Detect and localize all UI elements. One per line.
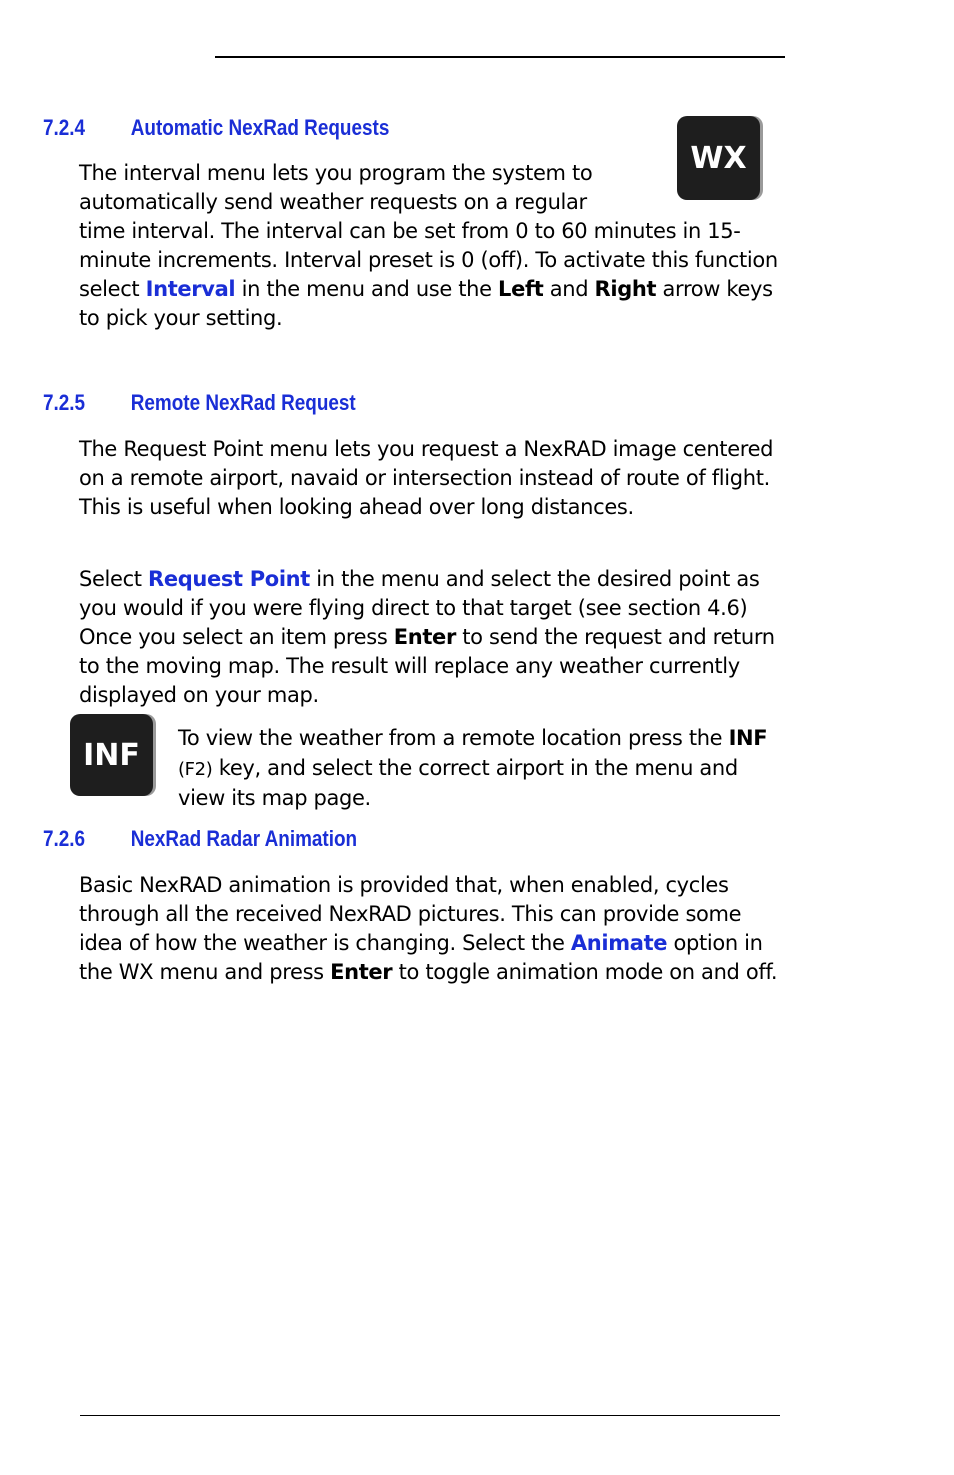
- key-enter: Enter: [393, 625, 456, 649]
- keyword-interval: Interval: [145, 277, 236, 301]
- paragraph-inf-key: [178, 724, 783, 813]
- paragraph-request-point-select: [79, 565, 779, 710]
- text-run: Select: [79, 567, 149, 591]
- inf-key-label: INF: [83, 737, 140, 773]
- text-run: option in the WX menu and press: [79, 931, 763, 984]
- text-line: The interval menu lets you program the system to: [79, 161, 593, 185]
- key-right: Right: [594, 277, 657, 301]
- paragraph-interval: [79, 159, 779, 333]
- key-enter: Enter: [330, 960, 393, 984]
- text-run: to send the request and return to the moving map. The result will replace any weather currently displayed on your map.: [79, 625, 775, 707]
- key-left: Left: [498, 277, 544, 301]
- section-title: NexRad Radar Animation: [130, 826, 358, 851]
- wx-key-label: WX: [690, 140, 747, 176]
- key-f2-note: (F2): [178, 759, 213, 780]
- keyword-request-point: Request Point: [148, 567, 310, 591]
- text-run: To view the weather from a remote location press the: [178, 726, 729, 750]
- section-heading-7-2-6: [43, 826, 357, 852]
- section-number: 7.2.6: [43, 826, 86, 851]
- key-inf: INF: [728, 726, 768, 750]
- text-run: key, and select the correct airport in the menu and view its map page.: [178, 756, 738, 810]
- text-block: [79, 217, 779, 333]
- text-run: and: [543, 277, 595, 301]
- text-run: in the menu and use the: [235, 277, 499, 301]
- section-number: 7.2.4: [43, 115, 86, 140]
- text-run: in the menu and select the desired point as you would if you were flying direct to that target (see section 4.6) Once you select an item press: [79, 567, 760, 649]
- section-heading-7-2-5: [43, 390, 356, 416]
- section-number: 7.2.5: [43, 390, 86, 415]
- text-run: to toggle animation mode on and off.: [392, 960, 778, 984]
- inf-key-icon: [70, 714, 153, 796]
- footer-rule: [80, 1415, 780, 1416]
- section-heading-7-2-4: [43, 115, 389, 141]
- text-run: arrow keys to pick your setting.: [79, 277, 773, 330]
- paragraph-animation: [79, 871, 784, 987]
- text-run: Basic NexRAD animation is provided that, when enabled, cycles through all the received NexRAD pictures. This can provide some idea of how the weather is changing. Select the: [79, 873, 742, 955]
- section-title: Remote NexRad Request: [130, 390, 356, 415]
- header-rule: [215, 56, 785, 58]
- section-title: Automatic NexRad Requests: [130, 115, 390, 140]
- paragraph-request-point-intro: The Request Point menu lets you request a NexRAD image centered on a remote airport, navaid or intersection instead of route of flight. This is useful when looking ahead over long distances.: [79, 437, 774, 519]
- text-run: time interval. The interval can be set from 0 to 60 minutes in 15-minute increments. Interval preset is 0 (off). To activate this function select: [79, 219, 778, 301]
- text-line: automatically send weather requests on a regular: [79, 190, 587, 214]
- keyword-animate: Animate: [570, 931, 668, 955]
